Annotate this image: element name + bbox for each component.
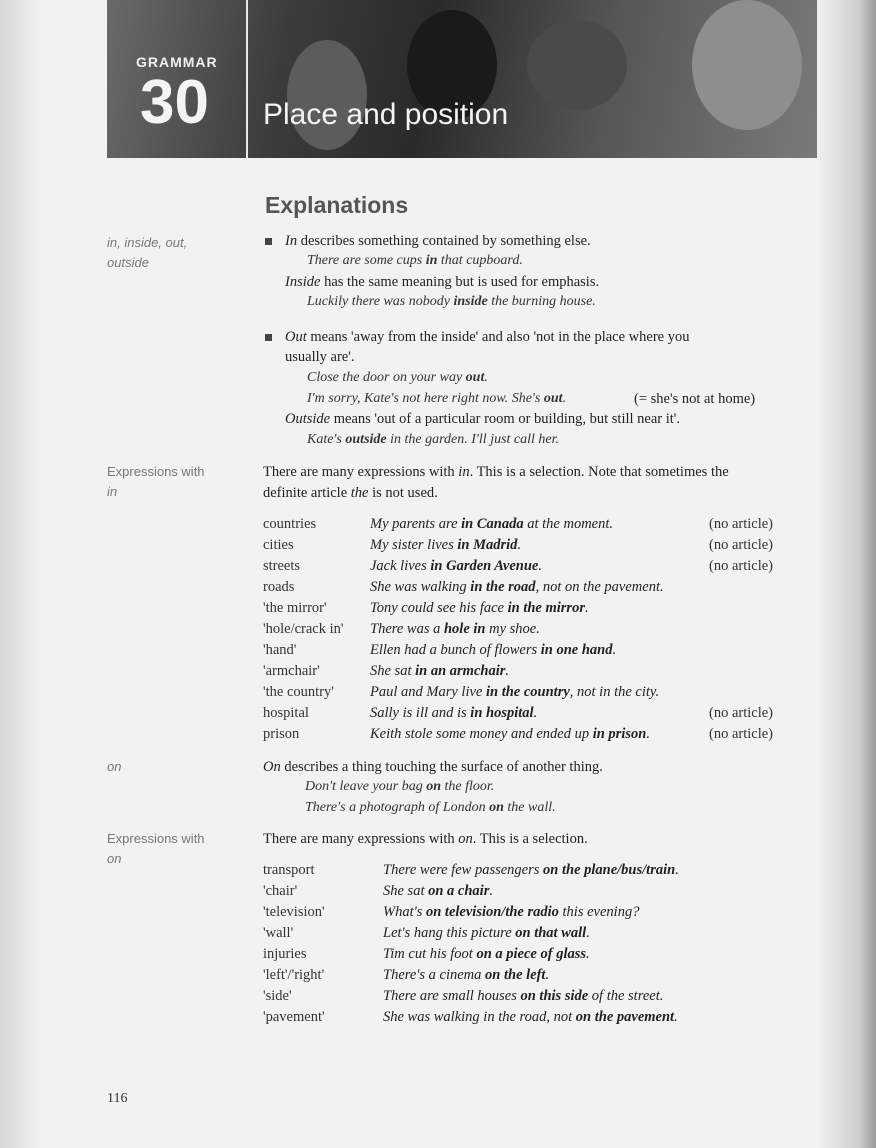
example-sentence: There are some cups in that cupboard. <box>307 253 523 268</box>
expression-category: streets <box>263 558 301 574</box>
sidebar-label: on <box>107 759 122 774</box>
sidebar-label-text: in, inside, out, <box>107 235 188 250</box>
article-note: (no article) <box>709 558 774 574</box>
table-row <box>263 881 733 902</box>
sidebar-label <box>107 829 205 869</box>
table-row <box>263 965 733 986</box>
sidebar-label-text: Expressions with <box>107 831 205 846</box>
expression-example: Sally is ill and is in hospital. <box>370 705 538 721</box>
explanation-line: usually are'. <box>285 349 355 365</box>
in-expressions-table <box>263 514 788 745</box>
example-sentence: Don't leave your bag on the floor. <box>305 779 495 794</box>
table-row <box>263 902 733 923</box>
article-note <box>709 577 788 598</box>
table-row <box>263 535 788 556</box>
expression-category: 'side' <box>263 988 292 1004</box>
expression-category: 'the country' <box>263 684 334 700</box>
expression-category: transport <box>263 862 315 878</box>
unit-title: Place and position <box>263 98 509 131</box>
banner-divider <box>246 0 248 158</box>
expression-example: Let's hang this picture on that wall. <box>383 925 590 941</box>
photo-figure <box>527 20 627 110</box>
section-intro: definite article the is not used. <box>263 485 438 501</box>
scan-shadow-left <box>0 0 40 1148</box>
unit-number: 30 <box>140 68 209 137</box>
table-row <box>263 682 788 703</box>
expression-example: Keith stole some money and ended up in prison. <box>370 726 650 742</box>
expression-example: She was walking in the road, not on the pavement. <box>370 579 664 595</box>
expression-category: injuries <box>263 946 307 962</box>
article-note <box>709 661 788 682</box>
table-row <box>263 577 788 598</box>
table-row <box>263 703 788 724</box>
article-note: (no article) <box>709 516 774 532</box>
explanation-line: Inside has the same meaning but is used for emphasis. <box>285 274 600 290</box>
page-number: 116 <box>107 1091 128 1106</box>
expression-example: Paul and Mary live in the country, not in the city. <box>370 684 660 700</box>
article-note <box>709 598 788 619</box>
expression-category: 'chair' <box>263 883 298 899</box>
table-row <box>263 944 733 965</box>
expression-example: There are small houses on this side of the street. <box>383 988 664 1004</box>
expression-category: cities <box>263 537 294 553</box>
expression-category: 'pavement' <box>263 1009 325 1025</box>
expression-category: 'left'/'right' <box>263 967 325 983</box>
table-row <box>263 986 733 1007</box>
sidebar-label <box>107 462 205 502</box>
expression-example: There was a hole in my shoe. <box>370 621 540 637</box>
explanations-heading: Explanations <box>265 192 409 218</box>
table-row <box>263 860 733 881</box>
table-row <box>263 598 788 619</box>
expression-example: She sat on a chair. <box>383 883 493 899</box>
expression-example: Jack lives in Garden Avenue. <box>370 558 542 574</box>
bullet-icon <box>265 334 272 341</box>
expression-category: 'armchair' <box>263 663 320 679</box>
table-row <box>263 923 733 944</box>
example-sentence: I'm sorry, Kate's not here right now. She's out. <box>307 391 567 406</box>
expression-example: There's a cinema on the left. <box>383 967 550 983</box>
article-note: (no article) <box>709 726 774 742</box>
sidebar-label-text: on <box>107 851 122 866</box>
sidebar-label-text: outside <box>107 255 149 270</box>
table-row <box>263 556 788 577</box>
table-row <box>263 619 788 640</box>
expression-example: Tony could see his face in the mirror. <box>370 600 589 616</box>
table-row <box>263 514 788 535</box>
article-note <box>709 619 788 640</box>
sidebar-label-text: in <box>107 484 118 499</box>
example-sentence: Close the door on your way out. <box>307 370 488 385</box>
explanation-line: Out means 'away from the inside' and also 'not in the place where you <box>285 329 690 345</box>
expression-category: hospital <box>263 705 309 721</box>
sidebar-label-text: Expressions with <box>107 464 205 479</box>
example-sentence: Luckily there was nobody inside the burning house. <box>307 294 596 309</box>
expression-example: There were few passengers on the plane/bus/train. <box>383 862 679 878</box>
article-note <box>709 640 788 661</box>
expression-category: 'wall' <box>263 925 294 941</box>
bullet-icon <box>265 238 272 245</box>
expression-category: 'hole/crack in' <box>263 621 344 637</box>
table-row <box>263 640 788 661</box>
expression-example: Ellen had a bunch of flowers in one hand. <box>370 642 617 658</box>
expression-category: 'the mirror' <box>263 600 327 616</box>
expression-example: Tim cut his foot on a piece of glass. <box>383 946 590 962</box>
expression-example: My parents are in Canada at the moment. <box>370 516 614 532</box>
expression-example: She was walking in the road, not on the pavement. <box>383 1009 678 1025</box>
expression-category: prison <box>263 726 300 742</box>
expression-example: My sister lives in Madrid. <box>370 537 522 553</box>
article-note <box>709 682 788 703</box>
expression-category: countries <box>263 516 317 532</box>
sidebar-label <box>107 233 187 273</box>
scan-shadow-right <box>816 0 876 1148</box>
on-expressions-table <box>263 860 733 1028</box>
explanation-line: In describes something contained by something else. <box>285 233 591 249</box>
article-note: (no article) <box>709 705 774 721</box>
section-intro: There are many expressions with on. This is a selection. <box>263 831 588 847</box>
article-note: (no article) <box>709 537 774 553</box>
expression-category: 'hand' <box>263 642 297 658</box>
section-intro: There are many expressions with in. This is a selection. Note that sometimes the <box>263 464 729 480</box>
table-row <box>263 1007 733 1028</box>
example-sentence: There's a photograph of London on the wall. <box>305 800 556 815</box>
expression-category: roads <box>263 579 295 595</box>
example-sentence: Kate's outside in the garden. I'll just call her. <box>307 432 560 447</box>
expression-category: 'television' <box>263 904 325 920</box>
table-row <box>263 724 788 745</box>
photo-figure <box>692 0 802 130</box>
expression-example: She sat in an armchair. <box>370 663 509 679</box>
table-row <box>263 661 788 682</box>
explanation-line: On describes a thing touching the surface of another thing. <box>263 759 603 775</box>
photo-figure <box>287 40 367 150</box>
example-note: (= she's not at home) <box>634 391 756 407</box>
expression-example: What's on television/the radio this evening? <box>383 904 640 920</box>
header-photo <box>107 0 817 158</box>
grammar-label: GRAMMAR <box>136 54 218 70</box>
explanation-line: Outside means 'out of a particular room or building, but still near it'. <box>285 411 681 427</box>
